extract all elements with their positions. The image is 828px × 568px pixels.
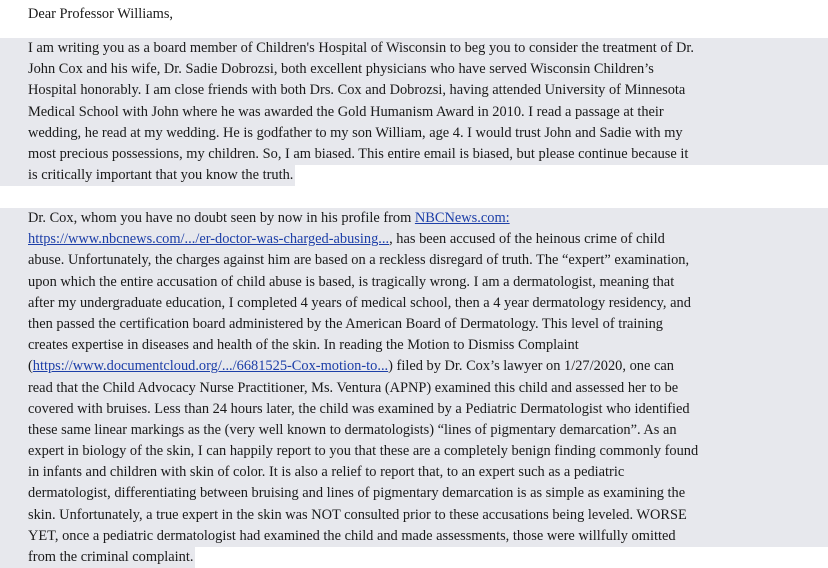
nbcnews-article-link[interactable]: https://www.nbcnews.com/.../er-doctor-was-charged-abusing... — [28, 231, 390, 248]
text-line: after my undergraduate education, I completed 4 years of medical school, then a 4 year dermatology residency, and — [0, 293, 828, 314]
text-line: wedding, he read at my wedding. He is godfather to my son William, age 4. I would trust John and Sadie with my — [0, 123, 828, 144]
text-line: abuse. Unfortunately, the charges against him are based on a reckless disregard of truth. The “expert” examination, — [0, 250, 828, 271]
text-line: from the criminal complaint. — [0, 547, 195, 568]
text-line: creates expertise in diseases and health of the skin. In reading the Motion to Dismiss Complaint — [0, 335, 828, 356]
line-text: , has been accused of the heinous crime of child — [389, 231, 665, 248]
text-line: is critically important that you know the truth. — [0, 165, 295, 186]
text-line: John Cox and his wife, Dr. Sadie Dobrozsi, both excellent physicians who have served Wisconsin Children’s — [0, 59, 828, 80]
text-line: then passed the certification board administered by the American Board of Dermatology. This level of training — [0, 314, 828, 335]
salutation: Dear Professor Williams, — [28, 6, 174, 22]
nbcnews-link[interactable]: NBCNews.com: — [414, 210, 510, 226]
line-text: Dr. Cox, whom you have no doubt seen by now in his profile from — [28, 210, 415, 226]
text-line: read that the Child Advocacy Nurse Practitioner, Ms. Ventura (APNP) examined this child and assessed her to be — [0, 378, 828, 399]
paragraph-intro — [0, 38, 828, 186]
text-line — [0, 356, 828, 377]
text-line: I am writing you as a board member of Children's Hospital of Wisconsin to beg you to consider the treatment of Dr. — [0, 38, 828, 59]
text-line: upon which the entire accusation of child abuse is based, is tragically wrong. I am a dermatologist, meaning that — [0, 272, 828, 293]
text-line: YET, once a pediatric dermatologist had examined the child and made assessments, those were willfully omitted — [0, 526, 828, 547]
text-line: these same linear markings as the (very well known to dermatologists) “lines of pigmentary demarcation”. As an — [0, 420, 828, 441]
text-line: expert in biology of the skin, I can happily report to you that these are a completely benign finding commonly found — [0, 441, 828, 462]
text-line — [0, 229, 828, 250]
text-line: dermatologist, differentiating between bruising and lines of pigmentary demarcation is as simple as examining the — [0, 483, 828, 504]
text-line: skin. Unfortunately, a true expert in the skin was NOT consulted prior to these accusations being leveled. WORSE — [0, 505, 828, 526]
text-line: Medical School with John where he was awarded the Gold Humanism Award in 2010. I read a passage at their — [0, 102, 828, 123]
paragraph-accusation — [0, 208, 828, 568]
text-line: most precious possessions, my children. So, I am biased. This entire email is biased, but please continue because it — [0, 144, 828, 165]
documentcloud-link[interactable]: https://www.documentcloud.org/.../6681525-Cox-motion-to... — [32, 358, 389, 375]
text-line: in infants and children with skin of color. It is also a relief to report that, to an expert such as a pediatric — [0, 462, 828, 483]
text-line: Hospital honorably. I am close friends with both Drs. Cox and Dobrozsi, having attended University of Minnesota — [0, 80, 828, 101]
text-line — [0, 208, 828, 229]
text-line: covered with bruises. Less than 24 hours later, the child was examined by a Pediatric Dermatologist who identified — [0, 399, 828, 420]
line-text: ( — [28, 358, 33, 375]
line-text: ) filed by Dr. Cox’s lawyer on 1/27/2020, one can — [388, 358, 674, 375]
